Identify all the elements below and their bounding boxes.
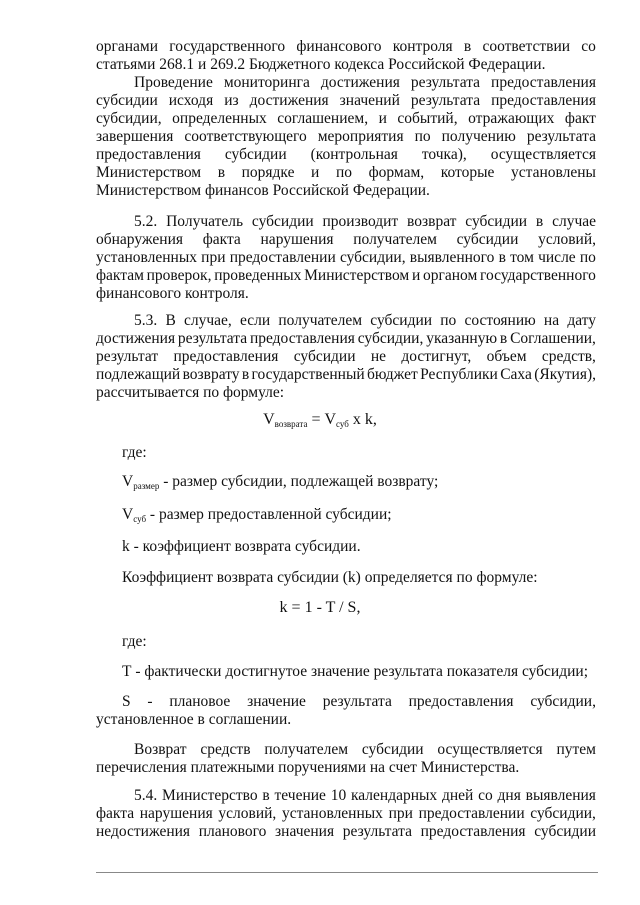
word: не (370, 348, 387, 365)
text-line (96, 164, 596, 182)
word: получению (441, 128, 516, 145)
word: проведенных (214, 267, 302, 284)
word: Министерством (304, 267, 410, 284)
word: соответствующего (184, 128, 307, 145)
word: средств (200, 741, 251, 758)
word: результата (177, 330, 248, 347)
word: 5.4. (134, 787, 158, 804)
word: субсидии (251, 213, 314, 230)
word: и (378, 110, 387, 127)
text-line: рассчитывается по формуле: (96, 384, 285, 401)
text-line: статьями 268.1 и 269.2 Бюджетного кодекса Российской Федерации. (96, 56, 546, 73)
word: в (241, 366, 250, 383)
word: в (217, 164, 226, 181)
word: субсидии (534, 823, 596, 840)
word: получателем (353, 231, 437, 248)
word: осуществляется (437, 741, 543, 758)
word: отражающих (468, 110, 555, 127)
text-line (96, 823, 596, 841)
word: получателем (278, 312, 363, 329)
word: Министерство (162, 787, 258, 804)
text-line: финансового контроля. (96, 285, 249, 302)
word: числе (538, 249, 576, 266)
text-line: установленное в соглашении. (96, 711, 292, 728)
word: производит (322, 213, 399, 230)
text-line (134, 213, 596, 231)
word: средств, (541, 348, 596, 365)
word: которые (440, 164, 495, 181)
word: (Якутия), (534, 366, 596, 383)
word: результата (526, 128, 596, 145)
text-line: Коэффициент возврата субсидии (k) определяется по формуле: (122, 569, 538, 586)
word: предоставления (491, 74, 596, 91)
word: возврат (407, 213, 457, 230)
word: со (478, 787, 493, 804)
word: установленных (96, 249, 197, 266)
word: субсидии, (339, 249, 406, 266)
text-line: где: (122, 444, 147, 461)
word: из (224, 92, 239, 109)
word: государственный (251, 366, 365, 383)
word: результата (322, 693, 392, 710)
word: дня (497, 787, 521, 804)
word: субсидии (456, 231, 519, 248)
word: 10 (330, 787, 347, 804)
text-line (134, 787, 596, 805)
word: точка), (421, 146, 467, 163)
word: исходя (168, 92, 214, 109)
word: Саха (500, 366, 532, 383)
text-line (96, 110, 596, 128)
word: при (201, 249, 226, 266)
def-v-razmer: $V_{размер}$ - размер субсидии, подлежащей возврату; (122, 473, 439, 491)
word: дней (441, 787, 474, 804)
word: В (165, 312, 176, 329)
word: достигнут, (401, 348, 472, 365)
word: обнаружения (96, 231, 184, 248)
word: дату (567, 312, 596, 329)
word: - (147, 693, 153, 710)
word: государственного (169, 38, 286, 55)
word: установлены (511, 164, 596, 181)
formula-return: $V_{возврата} = V_{суб}$ x k, (263, 411, 377, 429)
word: соглашением, (277, 110, 369, 127)
word: объем (486, 348, 527, 365)
word: (контрольная (310, 146, 398, 163)
word: том (510, 249, 534, 266)
word: бюджет (367, 366, 418, 383)
word: результат (96, 348, 159, 365)
word: установленных (281, 805, 383, 822)
word: выявленного (409, 249, 495, 266)
word: Проведение (134, 74, 213, 91)
word: в (262, 787, 270, 804)
text-line: Т - фактически достигнутое значение результата показателя субсидии; (122, 663, 589, 680)
word: получателем (264, 741, 349, 758)
word: в (535, 213, 544, 230)
word: случае (552, 213, 596, 230)
text-line: Министерством финансов Российской Федерации. (96, 182, 430, 199)
word: субсидии (465, 213, 528, 230)
text-line (96, 38, 596, 56)
word: достижения (249, 92, 329, 109)
text-line (96, 231, 596, 249)
word: значение (247, 693, 306, 710)
word: предоставлении (229, 249, 336, 266)
footer-rule (96, 872, 598, 873)
text-line (134, 312, 596, 330)
word: условий, (538, 231, 596, 248)
word: определенных (172, 110, 267, 127)
word: субсидии (293, 348, 356, 365)
word: со (581, 38, 596, 55)
word: Министерством (96, 164, 202, 181)
word: по (579, 249, 596, 266)
word: предоставления (173, 348, 279, 365)
word: на (543, 312, 560, 329)
text-line (96, 92, 596, 110)
word: мониторинга (223, 74, 310, 91)
word: 5.2. (134, 213, 158, 230)
word: событий, (397, 110, 458, 127)
word: течение (274, 787, 326, 804)
word: формам, (368, 164, 425, 181)
word: Соглашении, (510, 330, 596, 347)
text-line (134, 741, 596, 759)
word: S (122, 693, 131, 710)
text-line (96, 128, 596, 146)
word: плановое (169, 693, 231, 710)
word: недостижения (96, 823, 191, 840)
word: выявления (525, 787, 596, 804)
word: условий, (218, 805, 277, 822)
word: значений (339, 92, 400, 109)
text-line (96, 146, 596, 164)
text-line (122, 693, 596, 711)
word: мероприятия (317, 128, 404, 145)
word: нарушения (260, 231, 334, 248)
word: по (414, 128, 431, 145)
word: в (463, 38, 472, 55)
word: предоставления (408, 693, 514, 710)
word: и (311, 164, 320, 181)
word: проверок, (146, 267, 212, 284)
word: путем (556, 741, 596, 758)
word: субсидии, (530, 693, 596, 710)
word: финансового (296, 38, 382, 55)
word: достижения (320, 74, 400, 91)
word: достижения (96, 330, 176, 347)
word: факт (564, 110, 596, 127)
word: субсидии (370, 312, 433, 329)
word: предоставления (249, 330, 355, 347)
text-line (96, 348, 596, 366)
word: Возврат (134, 741, 187, 758)
word: факта (96, 805, 135, 822)
word: соответствии (482, 38, 571, 55)
word: предоставления (491, 92, 596, 109)
word: результата (342, 823, 412, 840)
word: по (440, 312, 457, 329)
word: значения (275, 823, 335, 840)
word: если (240, 312, 271, 329)
text-line: перечисления платежными поручениями на счет Министерства. (96, 759, 520, 776)
word: порядке (241, 164, 295, 181)
word: субсидии, (96, 110, 162, 127)
text-line (96, 366, 596, 384)
word: государственного (480, 267, 596, 284)
word: субсидии (361, 741, 424, 758)
text-line (134, 74, 596, 92)
text-line (96, 805, 596, 823)
word: календарных (350, 787, 438, 804)
word: состоянию (464, 312, 536, 329)
word: органами (96, 38, 159, 55)
word: при (388, 805, 413, 822)
word: субсидии, (357, 330, 424, 347)
word: контроля (392, 38, 453, 55)
word: в (499, 330, 508, 347)
word: нарушения (139, 805, 213, 822)
word: предоставлении (418, 805, 525, 822)
word: фактам (96, 267, 144, 284)
word: факта (202, 231, 241, 248)
word: случае, (184, 312, 232, 329)
word: подлежащий (96, 366, 181, 383)
text-line (96, 267, 596, 285)
word: предоставления (96, 146, 201, 163)
word: субсидии, (530, 805, 596, 822)
word: и (411, 267, 421, 284)
text-line: где: (122, 633, 147, 650)
word: Получатель (166, 213, 244, 230)
text-line (96, 249, 596, 267)
word: в (498, 249, 506, 266)
word: возврату (182, 366, 240, 383)
word: Республики (420, 366, 498, 383)
word: органом (423, 267, 478, 284)
text-line (96, 330, 596, 348)
word: результата (410, 92, 481, 109)
word: указанную (426, 330, 498, 347)
word: по (335, 164, 352, 181)
word: планового (198, 823, 267, 840)
word: субсидии (96, 92, 158, 109)
text-line: k - коэффициент возврата субсидии. (122, 538, 361, 555)
word: субсидии (224, 146, 287, 163)
formula-coefficient: k = 1 - T / S, (279, 599, 361, 616)
word: 5.3. (134, 312, 158, 329)
word: завершения (96, 128, 174, 145)
word: результата (410, 74, 481, 91)
word: осуществляется (490, 146, 596, 163)
word: предоставления (420, 823, 526, 840)
def-v-sub: $V_{суб}$ - размер предоставленной субсидии; (122, 506, 392, 524)
